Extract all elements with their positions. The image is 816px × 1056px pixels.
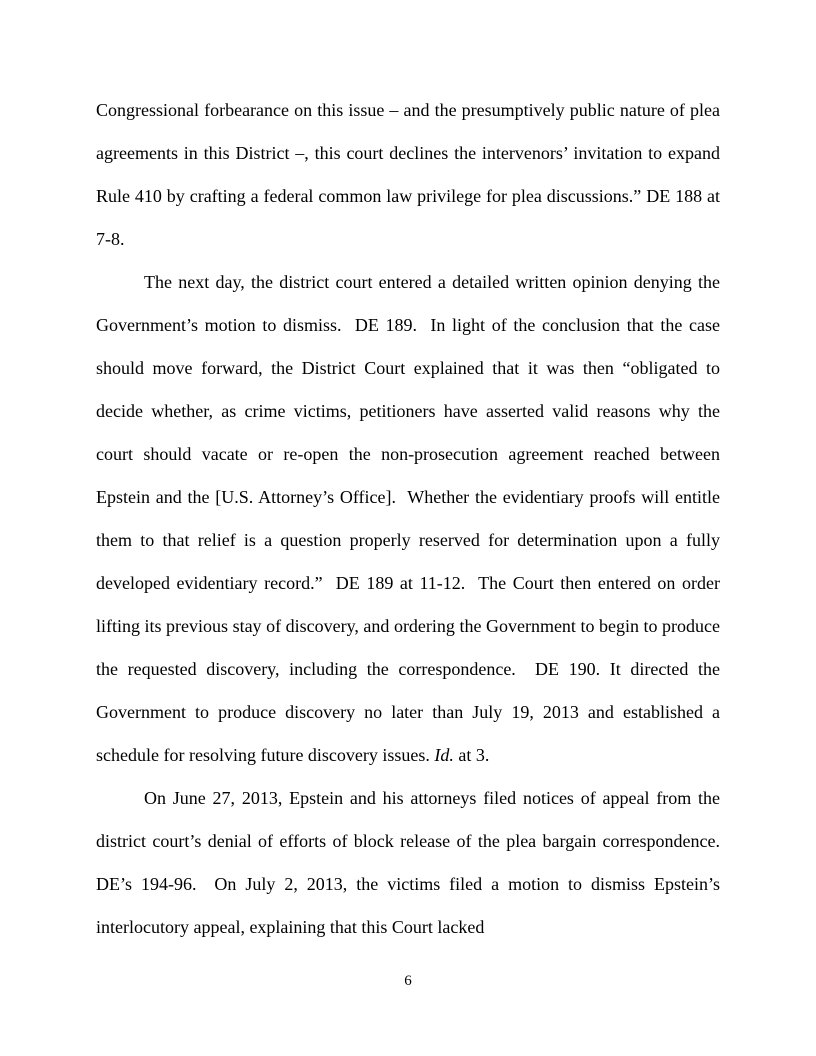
paragraph-continuation: Congressional forbearance on this issue – and the presumptively public nature of plea agreements in this District –, this court declines the intervenors’ invitation to expand Rule 410 by crafting a federal common law privilege for plea discussions.” DE 188 at 7-8.: [96, 100, 720, 249]
paragraph-notices-of-appeal: On June 27, 2013, Epstein and his attorneys filed notices of appeal from the district court’s denial of efforts of block release of the plea bargain correspondence. DE’s 194-96. On July 2, 2013, the victims filed a motion to dismiss Epstein’s interlocutory appeal, explaining that this Court lacked: [96, 788, 720, 937]
page-number: 6: [404, 973, 412, 989]
id-citation: Id.: [434, 745, 454, 765]
body-text: [96, 89, 720, 949]
paragraph-district-court-opinion-text: The next day, the district court entered a detailed written opinion denying the Government’s motion to dismiss. DE 189. In light of the conclusion that the case should move forward, the District Court explained that it was then “obligated to decide whether, as crime victims, petitioners have asserted valid reasons why the court should vacate or re-open the non-prosecution agreement reached between Epstein and the [U.S. Attorney’s Office]. Whether the evidentiary proofs will entitle them to that relief is a question properly reserved for determination upon a fully developed evidentiary record.” DE 189 at 11-12. The Court then entered on order lifting its previous stay of discovery, and ordering the Government to begin to produce the requested discovery, including the correspondence. DE 190. It directed the Government to produce discovery no later than July 19, 2013 and established a schedule for resolving future discovery issues.: [96, 272, 720, 765]
paragraph-district-court-opinion: [96, 261, 720, 777]
pin-cite: at 3.: [453, 745, 490, 765]
